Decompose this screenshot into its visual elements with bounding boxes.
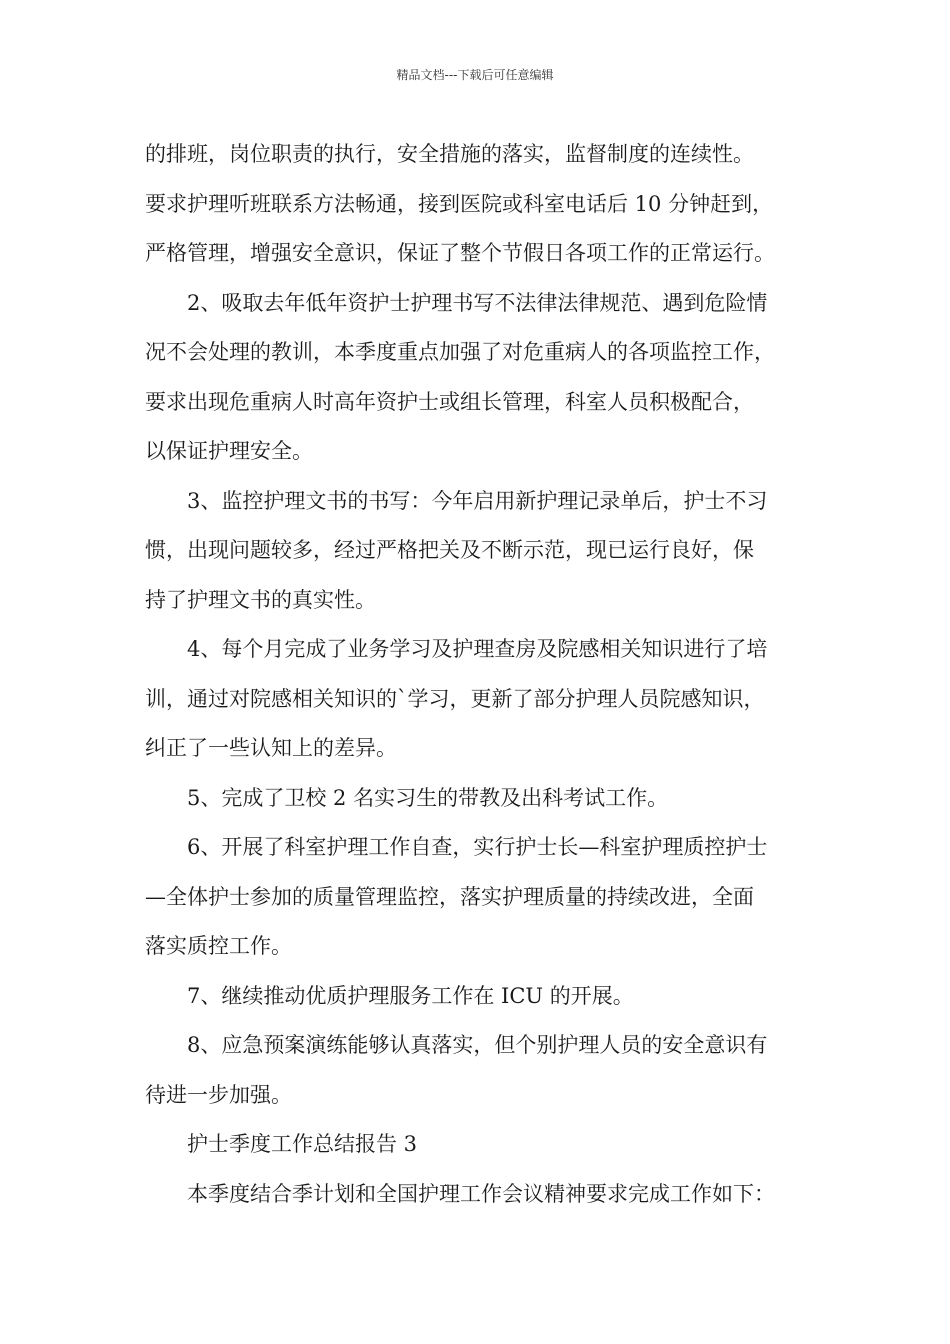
- text-line: 8、应急预案演练能够认真落实，但个别护理人员的安全意识有: [187, 1033, 768, 1057]
- paragraph: [145, 130, 815, 279]
- text-line: 6、开展了科室护理工作自查，实行护士长—科室护理质控护士: [187, 835, 768, 859]
- text-line: 持了护理文书的真实性。: [145, 587, 376, 612]
- text-line: 要求护理听班联系方法畅通，接到医院或科室电话后 10 分钟赶到，: [145, 191, 774, 216]
- text-line: 以保证护理安全。: [145, 439, 313, 463]
- text-line: 落实质控工作。: [145, 934, 292, 958]
- paragraph: [145, 1021, 815, 1120]
- text-line: 4、每个月完成了业务学习及护理查房及院感相关知识进行了培: [187, 637, 768, 661]
- text-line: 2、吸取去年低年资护士护理书写不法律法律规范、遇到危险情: [187, 290, 768, 315]
- text-line: 的排班，岗位职责的执行，安全措施的落实，监督制度的连续性。: [145, 142, 754, 166]
- paragraph: [145, 1120, 815, 1170]
- paragraph: [145, 279, 815, 477]
- text-line: 待进一步加强。: [145, 1082, 292, 1107]
- text-line: 严格管理，增强安全意识，保证了整个节假日各项工作的正常运行。: [145, 241, 775, 265]
- page-header: 精品文档---下载后可任意编辑: [396, 68, 554, 82]
- text-line: 训，通过对院感相关知识的`学习，更新了部分护理人员院感知识，: [145, 686, 765, 711]
- text-line: 3、监控护理文书的书写：今年启用新护理记录单后，护士不习: [187, 488, 768, 513]
- paragraph: [145, 477, 815, 626]
- text-line: 要求出现危重病人时高年资护士或组长管理，科室人员积极配合，: [145, 389, 754, 414]
- text-line: 护士季度工作总结报告 3: [187, 1132, 418, 1156]
- paragraph: [145, 774, 815, 824]
- paragraph: [145, 625, 815, 774]
- paragraph: [145, 823, 815, 972]
- paragraph: [145, 1170, 815, 1220]
- text-line: 5、完成了卫校 2 名实习生的带教及出科考试工作。: [187, 785, 669, 810]
- paragraph: [145, 972, 815, 1022]
- text-line: 本季度结合季计划和全国护理工作会议精神要求完成工作如下：: [187, 1181, 775, 1206]
- text-line: 况不会处理的教训，本季度重点加强了对危重病人的各项监控工作，: [145, 340, 775, 364]
- document-body: [145, 130, 815, 1219]
- text-line: 纠正了一些认知上的差异。: [145, 736, 397, 760]
- text-line: 7、继续推动优质护理服务工作在 ICU 的开展。: [187, 983, 634, 1008]
- text-line: —全体护士参加的质量管理监控，落实护理质量的持续改进，全面: [145, 884, 754, 909]
- text-line: 惯，出现问题较多，经过严格把关及不断示范，现已运行良好，保: [145, 538, 754, 562]
